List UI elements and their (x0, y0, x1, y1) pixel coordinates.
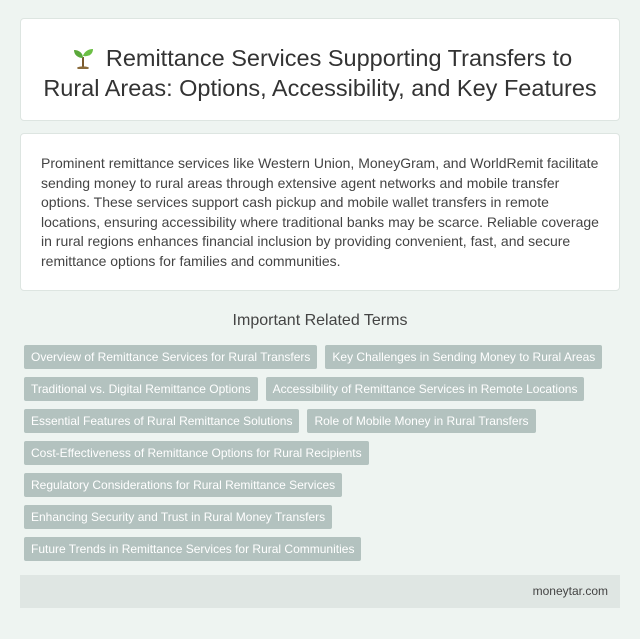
related-term-tag[interactable]: Enhancing Security and Trust in Rural Money Transfers (24, 505, 332, 529)
related-term-tag[interactable]: Overview of Remittance Services for Rural Transfers (24, 345, 317, 369)
intro-card (20, 133, 620, 291)
footer (20, 575, 620, 608)
related-term-tag[interactable]: Cost-Effectiveness of Remittance Options for Rural Recipients (24, 441, 369, 465)
page-title-text: Remittance Services Supporting Transfers to Rural Areas: Options, Accessibility, and Key Features (43, 45, 597, 101)
footer-site-link[interactable]: moneytar.com (532, 584, 608, 598)
related-term-tag[interactable]: Essential Features of Rural Remittance Solutions (24, 409, 299, 433)
related-terms-heading: Important Related Terms (232, 312, 408, 329)
title-card (20, 18, 620, 121)
related-term-tag[interactable]: Role of Mobile Money in Rural Transfers (307, 409, 535, 433)
related-term-tag[interactable]: Future Trends in Remittance Services for Rural Communities (24, 537, 361, 561)
related-term-tag[interactable]: Accessibility of Remittance Services in Remote Locations (266, 377, 585, 401)
seedling-icon (68, 47, 98, 69)
page-title (41, 43, 599, 103)
related-term-tag[interactable]: Key Challenges in Sending Money to Rural Areas (325, 345, 602, 369)
intro-paragraph: Prominent remittance services like Western Union, MoneyGram, and WorldRemit facilitate sending money to rural areas through extensive agent networks and mobile transfer options. These services support cash pickup and mobile wallet transfers in remote locations, ensuring accessibility where traditional banks may be scarce. Reliable coverage in rural regions enhances financial inclusion by providing convenient, fast, and secure remittance options for families and communities. (41, 155, 599, 269)
related-term-tag[interactable]: Traditional vs. Digital Remittance Options (24, 377, 258, 401)
related-term-tag[interactable]: Regulatory Considerations for Rural Remittance Services (24, 473, 342, 497)
related-terms-list (24, 345, 624, 569)
